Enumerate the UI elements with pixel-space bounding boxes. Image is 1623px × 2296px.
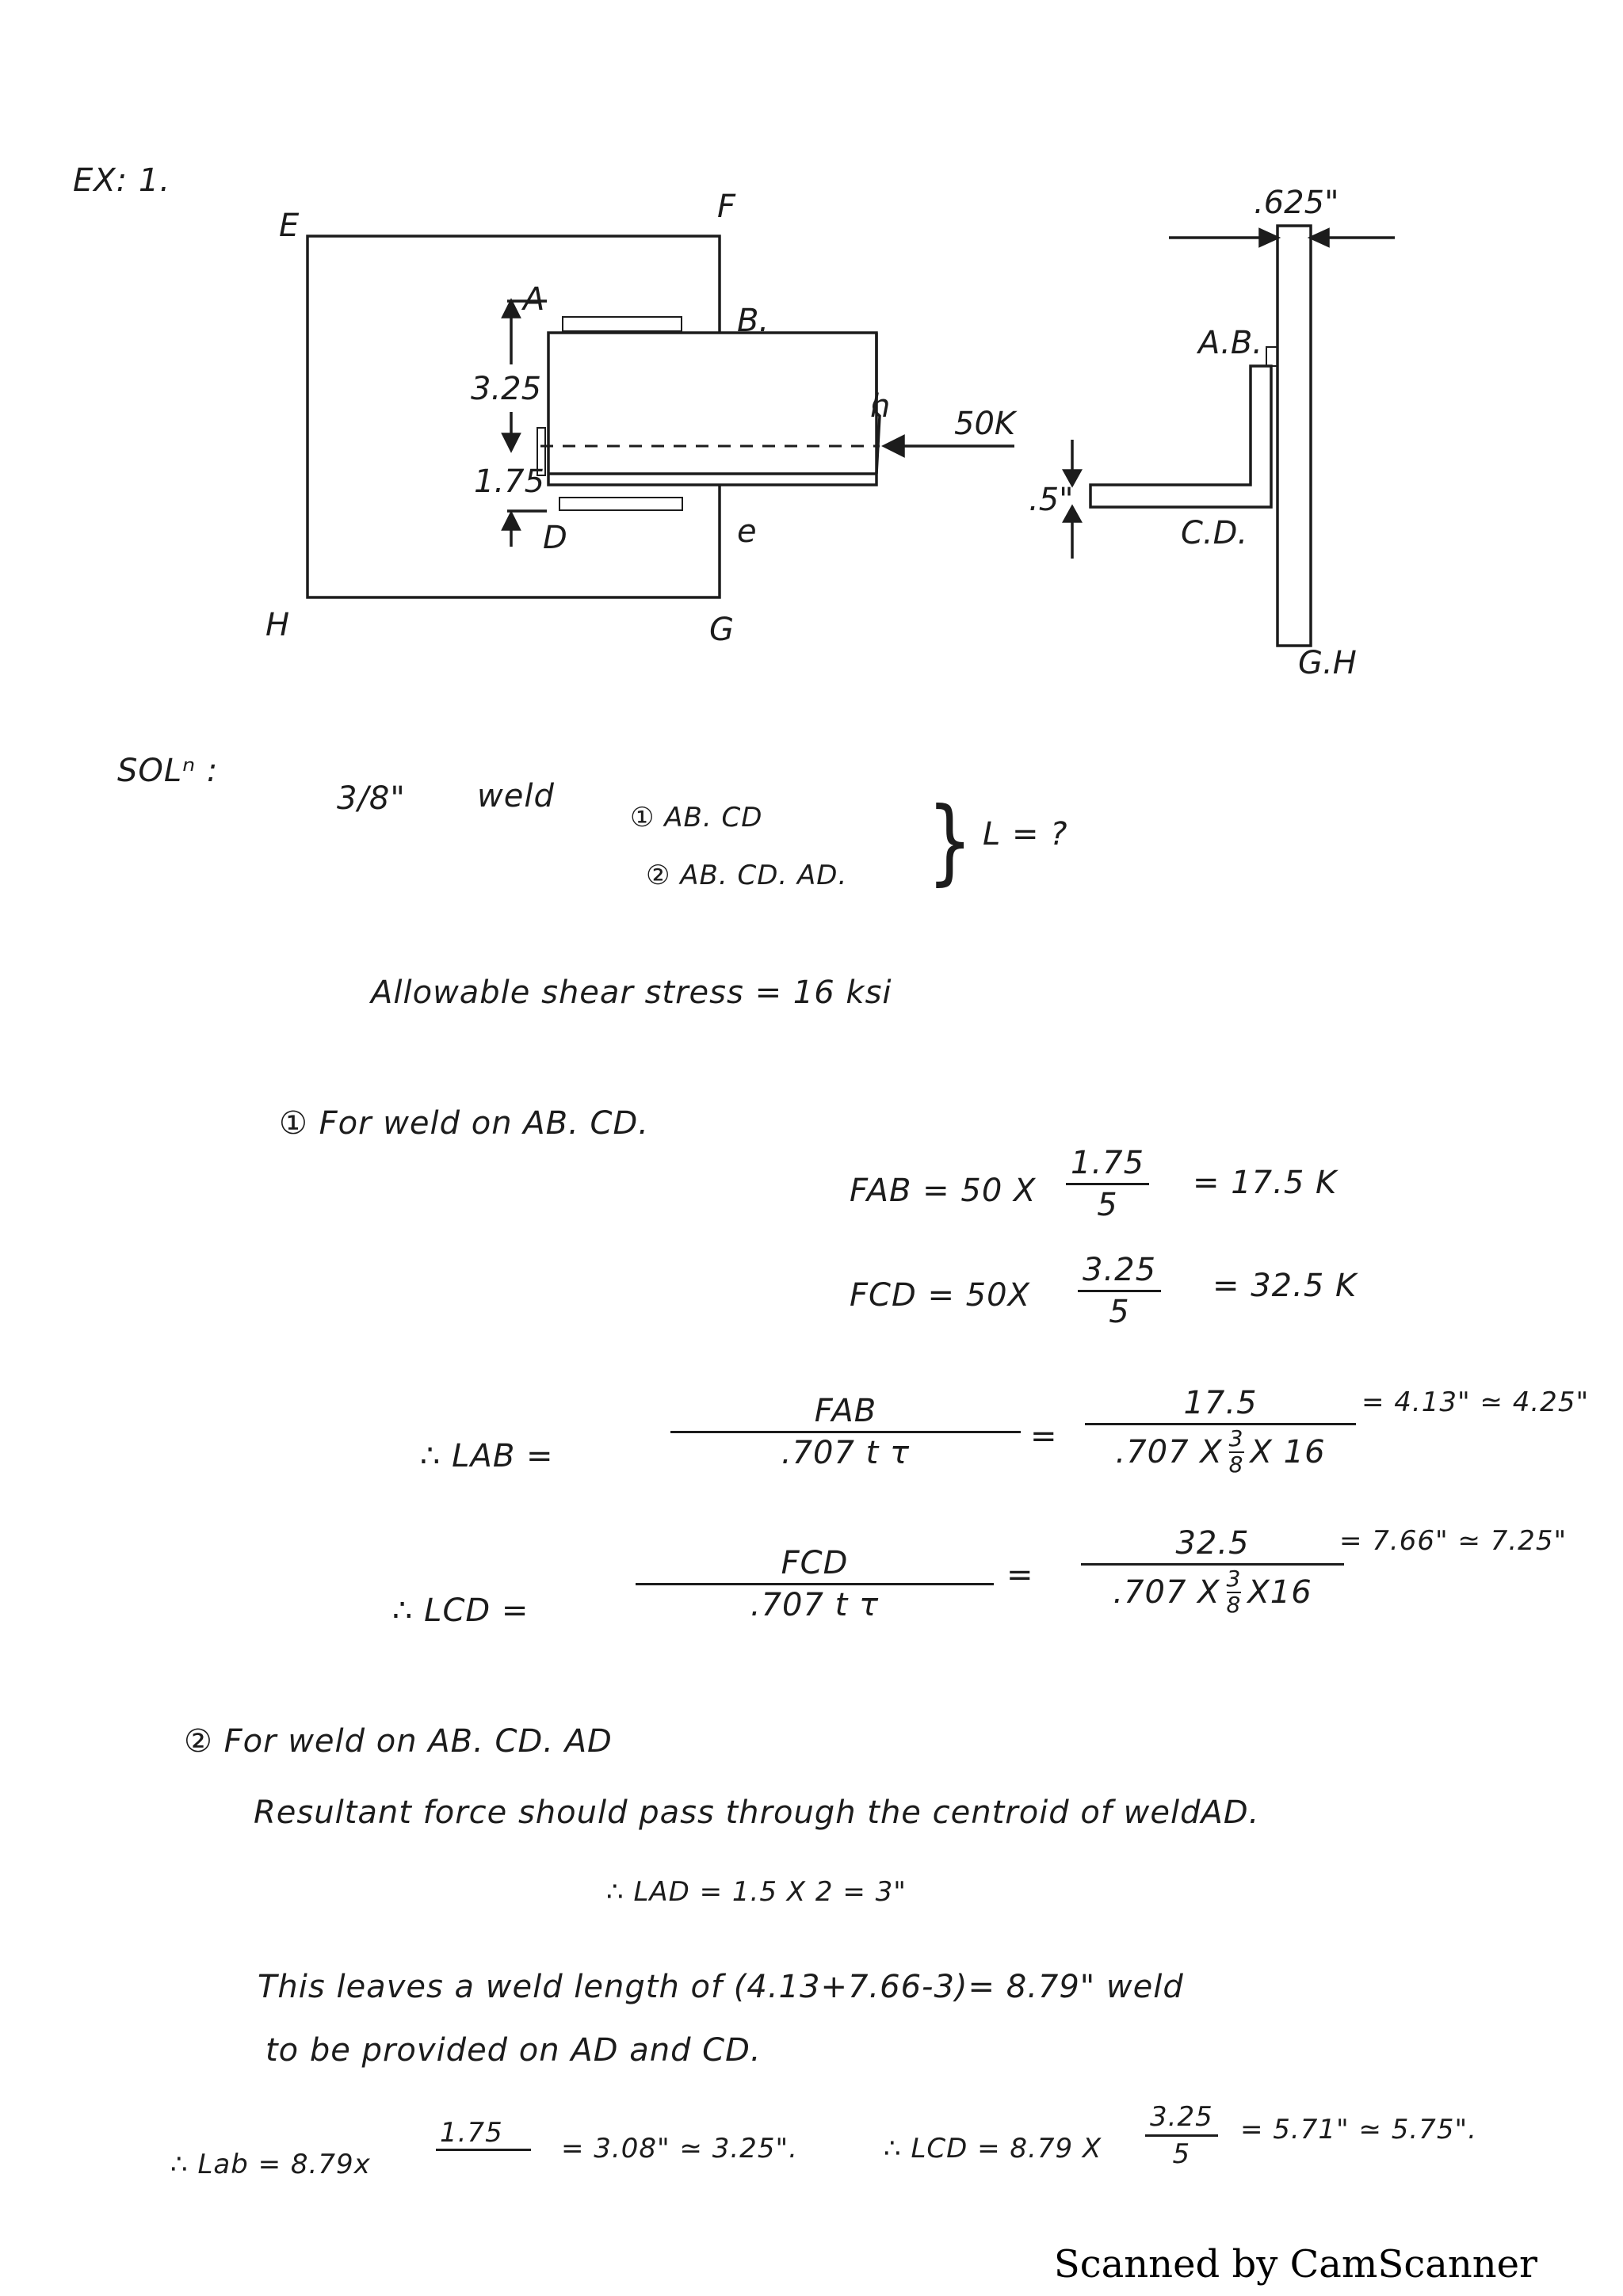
case-1: ① AB. CD (630, 802, 763, 833)
final-lcd-den: 5 (1172, 2138, 1191, 2170)
dim-upper: 3.25 (471, 371, 542, 407)
load-label: 50K (954, 406, 1016, 442)
side-AB-label: A.B. (1198, 325, 1262, 361)
lab-den2-frac-num: 3 (1228, 1425, 1244, 1451)
dim-lower: 1.75 (474, 463, 545, 500)
lcd-den2-a: .707 X (1113, 1573, 1220, 1611)
label-E: E (279, 208, 300, 244)
final-lab: ∴ Lab = 8.79x (170, 2149, 371, 2180)
leaves-line-2: to be provided on AD and CD. (265, 2032, 762, 2069)
brace: } (927, 788, 974, 896)
final-lcd-num: 3.25 (1145, 2101, 1218, 2137)
lab-den2-frac-den: 8 (1228, 1451, 1244, 1478)
lcd-eq: = (1006, 1557, 1034, 1593)
angle-member (548, 333, 876, 485)
fab-fraction (1066, 1145, 1149, 1223)
side-plate (1277, 226, 1311, 646)
label-B: B. (737, 303, 769, 339)
lcd-den2-frac-den: 8 (1226, 1591, 1242, 1618)
fab-num: 1.75 (1066, 1145, 1149, 1185)
lcd-fraction-2 (1086, 1525, 1339, 1618)
fcd-den: 5 (1109, 1294, 1130, 1330)
fab-den: 5 (1097, 1187, 1118, 1223)
final-lcd-rest: = 5.71" ≃ 5.75". (1240, 2114, 1477, 2145)
fcd-lhs: FCD = 50X (850, 1277, 1030, 1314)
label-D: D (543, 520, 567, 556)
lab-den2-a: .707 X (1115, 1433, 1223, 1470)
final-lcd: ∴ LCD = 8.79 X (884, 2133, 1102, 2164)
L-unknown: L = ? (983, 816, 1068, 852)
label-A: A (523, 281, 545, 318)
fab-lhs: FAB = 50 X (850, 1173, 1037, 1209)
label-h: h (870, 388, 891, 425)
fcd-num: 3.25 (1078, 1252, 1161, 1292)
lab-num1: FAB (670, 1393, 1021, 1433)
part2-heading: ② For weld on AB. CD. AD (184, 1723, 613, 1760)
lcd-num2: 32.5 (1081, 1525, 1344, 1566)
lcd-label: ∴ LCD = (392, 1592, 529, 1629)
resultant-line: Resultant force should pass through the centroid of weldAD. (254, 1794, 1260, 1831)
fcd-rhs: = 32.5 K (1212, 1268, 1358, 1304)
fab-rhs: = 17.5 K (1193, 1165, 1338, 1201)
lab-eq: = (1030, 1418, 1058, 1455)
weld-size: 3/8" (337, 780, 406, 817)
side-gap-label: .5" (1029, 482, 1074, 518)
lcd-num1: FCD (636, 1545, 994, 1585)
solution-heading: SOLⁿ : (117, 753, 219, 789)
part1-heading: ① For weld on AB. CD. (279, 1105, 649, 1142)
side-top-dim: .625" (1254, 185, 1339, 221)
side-GH-label: G.H (1298, 645, 1357, 681)
scanner-watermark: Scanned by CamScanner (1053, 2242, 1537, 2286)
lab-num2: 17.5 (1085, 1385, 1356, 1425)
allowable-stress: Allowable shear stress = 16 ksi (371, 974, 892, 1011)
lab-den1: .707 t τ (781, 1435, 911, 1471)
lab-fraction-1 (675, 1393, 1016, 1471)
final-lab-rest: = 3.08" ≃ 3.25". (561, 2133, 798, 2164)
example-label: EX: 1. (73, 162, 171, 199)
lcd-fraction-1 (640, 1545, 989, 1623)
case-2: ② AB. CD. AD. (646, 860, 848, 891)
lcd-den1: .707 t τ (750, 1587, 880, 1623)
fcd-fraction (1078, 1252, 1161, 1330)
lcd-result: = 7.66" ≃ 7.25" (1339, 1525, 1568, 1557)
weld-word: weld (477, 778, 555, 814)
lcd-den2-frac-num: 3 (1226, 1566, 1242, 1592)
label-e: e (737, 513, 757, 550)
final-lab-rule (436, 2149, 531, 2151)
label-G: G (709, 612, 734, 648)
final-lab-num: 1.75 (440, 2117, 503, 2149)
lab-den2-b: X 16 (1250, 1433, 1326, 1470)
lcd-den2-b: X16 (1247, 1573, 1312, 1611)
lab-result: = 4.13" ≃ 4.25" (1361, 1386, 1590, 1418)
final-lcd-fraction (1145, 2101, 1218, 2170)
label-H: H (265, 607, 290, 643)
lab-label: ∴ LAB = (420, 1438, 554, 1474)
lab-fraction-2 (1090, 1385, 1351, 1478)
leaves-line-1: This leaves a weld length of (4.13+7.66-3)= 8.79" weld (258, 1969, 1184, 2005)
side-CD-label: C.D. (1181, 515, 1248, 551)
label-F: F (717, 189, 736, 225)
lad-line: ∴ LAD = 1.5 X 2 = 3" (606, 1876, 907, 1908)
